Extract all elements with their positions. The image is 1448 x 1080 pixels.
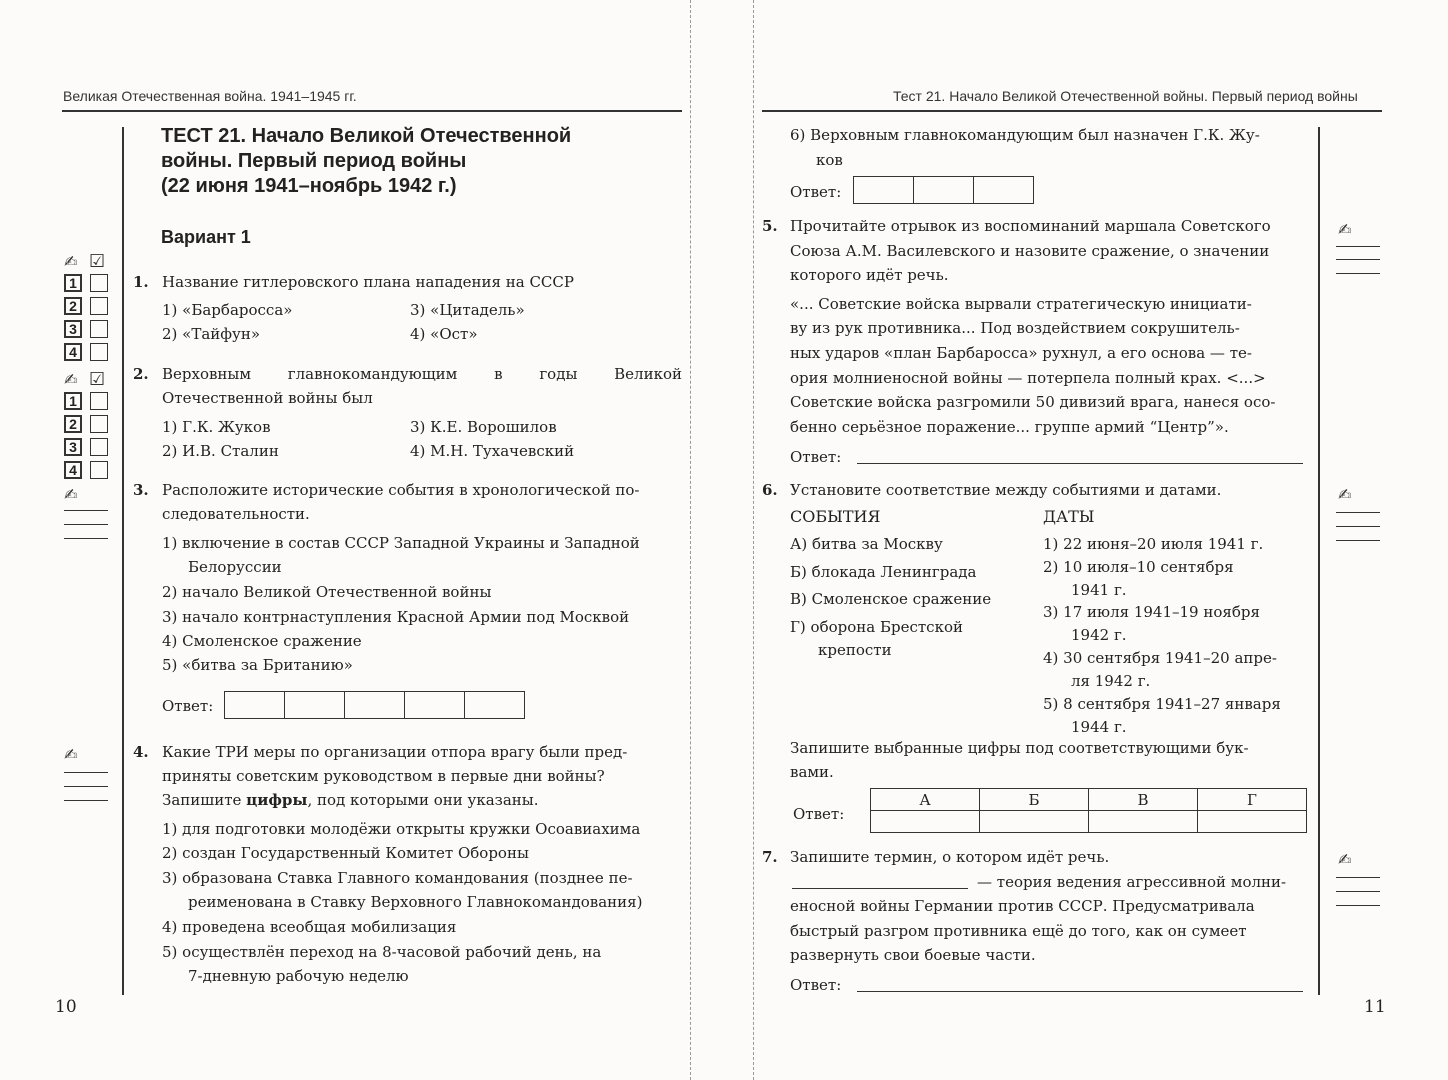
question-text-line: — теория ведения агрессивной молни-: [977, 873, 1287, 891]
list-item: 7-дневную рабочую неделю: [188, 967, 409, 985]
margin-num-3: 3: [64, 320, 82, 338]
list-item: 4) Смоленское сражение: [162, 632, 362, 650]
question-text-line: [162, 788, 538, 812]
question-text: Название гитлеровского плана нападения на СССР: [162, 273, 574, 291]
date-item: 1942 г.: [1071, 626, 1127, 644]
answer-cell[interactable]: [345, 692, 405, 718]
date-item: 1) 22 июня–20 июля 1941 г.: [1043, 535, 1264, 553]
event-item: А) битва за Москву: [790, 535, 943, 553]
list-item: Белоруссии: [188, 558, 282, 576]
header-right: Тест 21. Начало Великой Отечественной войны. Первый период войны: [893, 88, 1358, 104]
list-item: реименована в Ставку Верховного Главнокомандования): [188, 893, 643, 911]
margin-answer-line[interactable]: [1336, 512, 1380, 513]
date-item: 3) 17 июля 1941–19 ноября: [1043, 603, 1260, 621]
column-header-events: СОБЫТИЯ: [790, 507, 881, 526]
list-item: 3) образована Ставка Главного командования (позднее пе-: [162, 869, 633, 887]
answer-cell[interactable]: [980, 811, 1089, 833]
list-item: 1) включение в состав СССР Западной Украины и Западной: [162, 534, 640, 552]
list-item: 1) для подготовки молодёжи открыты кружки Осоавиахима: [162, 820, 641, 838]
page-fold-right: [753, 0, 754, 1080]
answer-cell[interactable]: [1089, 811, 1198, 833]
question-text-line: быстрый разгром противника ещё до того, как он сумеет: [790, 922, 1247, 940]
answer-boxes[interactable]: [853, 176, 1034, 204]
answer-checkbox[interactable]: [90, 438, 108, 456]
margin-answer-line[interactable]: [1336, 540, 1380, 541]
date-item: 1944 г.: [1071, 718, 1127, 736]
answer-table: [870, 788, 1307, 833]
margin-answer-line[interactable]: [64, 538, 108, 539]
answer-cell[interactable]: [405, 692, 465, 718]
answer-cell[interactable]: [974, 177, 1033, 203]
letter-cell: Г: [1198, 789, 1307, 811]
margin-answer-line[interactable]: [1336, 273, 1380, 274]
question-text-line: которого идёт речь.: [790, 266, 949, 284]
margin-answer-line[interactable]: [64, 524, 108, 525]
option: 1) Г.К. Жуков: [162, 418, 271, 436]
list-item: 3) начало контрнаступления Красной Армии под Москвой: [162, 608, 630, 626]
text-part: , под которыми они указаны.: [307, 791, 539, 809]
word: годы: [539, 365, 578, 383]
list-item: 4) проведена всеобщая мобилизация: [162, 918, 457, 936]
answer-cell[interactable]: [285, 692, 345, 718]
instruction-line: вами.: [790, 763, 834, 781]
variant-label: Вариант 1: [161, 227, 251, 247]
page-number-right: 11: [1364, 997, 1386, 1017]
option: 2) «Тайфун»: [162, 325, 261, 343]
word: главнокомандующим: [287, 365, 458, 383]
question-text-line: следовательности.: [162, 505, 310, 523]
term-blank-line[interactable]: [792, 888, 968, 889]
event-item: крепости: [818, 641, 892, 659]
margin-answer-line[interactable]: [64, 786, 108, 787]
option: 4) М.Н. Тухачевский: [410, 442, 575, 460]
margin-answer-line[interactable]: [1336, 905, 1380, 906]
pencil-icon: ✍: [64, 745, 78, 764]
date-item: ля 1942 г.: [1071, 672, 1151, 690]
list-item: 2) создан Государственный Комитет Обороны: [162, 844, 529, 862]
header-rule-right: [762, 110, 1382, 112]
question-number: 1.: [133, 273, 149, 291]
margin-answer-line[interactable]: [1336, 877, 1380, 878]
option: 4) «Ост»: [410, 325, 478, 343]
header-left: Великая Отечественная война. 1941–1945 гг.: [63, 88, 357, 104]
answer-checkbox[interactable]: [90, 415, 108, 433]
list-item: 5) «битва за Британию»: [162, 656, 353, 674]
question-number: 3.: [133, 481, 149, 499]
answer-cell[interactable]: [1198, 811, 1307, 833]
question-number: 2.: [133, 365, 149, 383]
margin-num-4: 4: [64, 461, 82, 479]
question-text: Запишите термин, о котором идёт речь.: [790, 848, 1110, 866]
letter-cell: А: [871, 789, 980, 811]
event-item: Г) оборона Брестской: [790, 618, 963, 636]
event-item: В) Смоленское сражение: [790, 590, 992, 608]
letter-cell: В: [1089, 789, 1198, 811]
answer-checkbox[interactable]: [90, 343, 108, 361]
margin-answer-line[interactable]: [64, 800, 108, 801]
list-item: 5) осуществлён переход на 8-часовой рабочий день, на: [162, 943, 602, 961]
quote-line: бенно серьёзное поражение... группе армий “Центр”».: [790, 418, 1229, 436]
word: Великой: [614, 365, 682, 383]
word: в: [494, 365, 503, 383]
question-number: 7.: [762, 848, 778, 866]
quote-line: ных ударов «план Барбаросса» рухнул, а его основа — те-: [790, 344, 1252, 362]
answer-checkbox[interactable]: [90, 461, 108, 479]
date-item: 5) 8 сентября 1941–27 января: [1043, 695, 1281, 713]
list-item: 6) Верховным главнокомандующим был назначен Г.К. Жу-: [790, 126, 1260, 144]
option: 2) И.В. Сталин: [162, 442, 279, 460]
word: Верховным: [162, 365, 252, 383]
pencil-icon: ✍: [64, 252, 78, 271]
answer-cell[interactable]: [225, 692, 285, 718]
list-item: ков: [816, 151, 843, 169]
margin-answer-line[interactable]: [64, 510, 108, 511]
question-text-line: Расположите исторические события в хронологической по-: [162, 481, 640, 499]
pencil-icon: ✍: [64, 370, 78, 389]
question-text-line: [162, 362, 682, 386]
question-number: 4.: [133, 743, 149, 761]
margin-num-3: 3: [64, 438, 82, 456]
option: 3) «Цитадель»: [410, 301, 525, 319]
column-header-dates: ДАТЫ: [1043, 507, 1095, 526]
question-text-line: Какие ТРИ меры по организации отпора врагу были пред-: [162, 743, 628, 761]
question-text-line: Отечественной войны был: [162, 389, 373, 407]
pencil-icon: ✍: [64, 485, 78, 504]
text-part: Запишите: [162, 791, 247, 809]
checkbox-icon: ☑: [89, 251, 106, 272]
margin-num-1: 1: [64, 274, 82, 292]
question-number: 6.: [762, 481, 778, 499]
answer-cell[interactable]: [871, 811, 980, 833]
answer-checkbox[interactable]: [90, 320, 108, 338]
date-item: 2) 10 июля–10 сентября: [1043, 558, 1234, 576]
test-title-line3: (22 июня 1941–ноябрь 1942 г.): [161, 175, 457, 197]
answer-checkbox[interactable]: [90, 392, 108, 410]
margin-answer-line[interactable]: [1336, 259, 1380, 260]
answer-label: Ответ:: [790, 183, 842, 201]
answer-line[interactable]: [857, 463, 1303, 464]
date-item: 4) 30 сентября 1941–20 апре-: [1043, 649, 1277, 667]
question-text-line: приняты советским руководством в первые дни войны?: [162, 767, 605, 785]
question-text-line: еносной войны Германии против СССР. Предусматривала: [790, 897, 1255, 915]
quote-line: ория молниеносной войны — потерпела полный крах. <...>: [790, 369, 1266, 387]
test-title-line2: войны. Первый период войны: [161, 150, 467, 172]
answer-cell[interactable]: [914, 177, 974, 203]
header-rule-left: [62, 110, 682, 112]
pencil-icon: ✍: [1338, 220, 1352, 239]
margin-num-4: 4: [64, 343, 82, 361]
question-text-line: Прочитайте отрывок из воспоминаний маршала Советского: [790, 217, 1271, 235]
margin-answer-line[interactable]: [1336, 891, 1380, 892]
margin-answer-line[interactable]: [64, 772, 108, 773]
answer-cell[interactable]: [854, 177, 914, 203]
answer-checkbox[interactable]: [90, 274, 108, 292]
margin-rule-right: [1318, 127, 1320, 995]
question-text: Установите соответствие между событиями и датами.: [790, 481, 1222, 499]
page-fold-left: [690, 0, 691, 1080]
question-text-line: развернуть свои боевые части.: [790, 946, 1036, 964]
question-number: 5.: [762, 217, 778, 235]
pencil-icon: ✍: [1338, 850, 1352, 869]
margin-num-1: 1: [64, 392, 82, 410]
margin-num-2: 2: [64, 415, 82, 433]
answer-label: Ответ:: [793, 805, 845, 823]
margin-rule-left: [122, 127, 124, 995]
quote-line: ву из рук противника... Под воздействием сокрушитель-: [790, 319, 1240, 337]
letter-cell: Б: [980, 789, 1089, 811]
answer-checkbox[interactable]: [90, 297, 108, 315]
test-title-line1: ТЕСТ 21. Начало Великой Отечественной: [161, 125, 572, 147]
option: 1) «Барбаросса»: [162, 301, 293, 319]
checkbox-icon: ☑: [89, 369, 106, 390]
answer-cell[interactable]: [465, 692, 524, 718]
question-text-line: Союза А.М. Василевского и назовите сражение, о значении: [790, 242, 1270, 260]
answer-boxes[interactable]: [224, 691, 525, 719]
answer-label: Ответ:: [162, 697, 214, 715]
margin-answer-line[interactable]: [1336, 246, 1380, 247]
answer-label: Ответ:: [790, 448, 842, 466]
margin-num-2: 2: [64, 297, 82, 315]
event-item: Б) блокада Ленинграда: [790, 563, 977, 581]
quote-line: «... Советские войска вырвали стратегическую инициати-: [790, 295, 1252, 313]
page-number-left: 10: [55, 997, 77, 1017]
pencil-icon: ✍: [1338, 485, 1352, 504]
option: 3) К.Е. Ворошилов: [410, 418, 557, 436]
list-item: 2) начало Великой Отечественной войны: [162, 583, 492, 601]
date-item: 1941 г.: [1071, 581, 1127, 599]
quote-line: Советские войска разгромили 50 дивизий врага, нанеся осо-: [790, 393, 1276, 411]
answer-line[interactable]: [857, 991, 1303, 992]
text-bold: цифры: [246, 791, 308, 809]
instruction-line: Запишите выбранные цифры под соответствующими бук-: [790, 739, 1249, 757]
margin-answer-line[interactable]: [1336, 526, 1380, 527]
answer-label: Ответ:: [790, 976, 842, 994]
